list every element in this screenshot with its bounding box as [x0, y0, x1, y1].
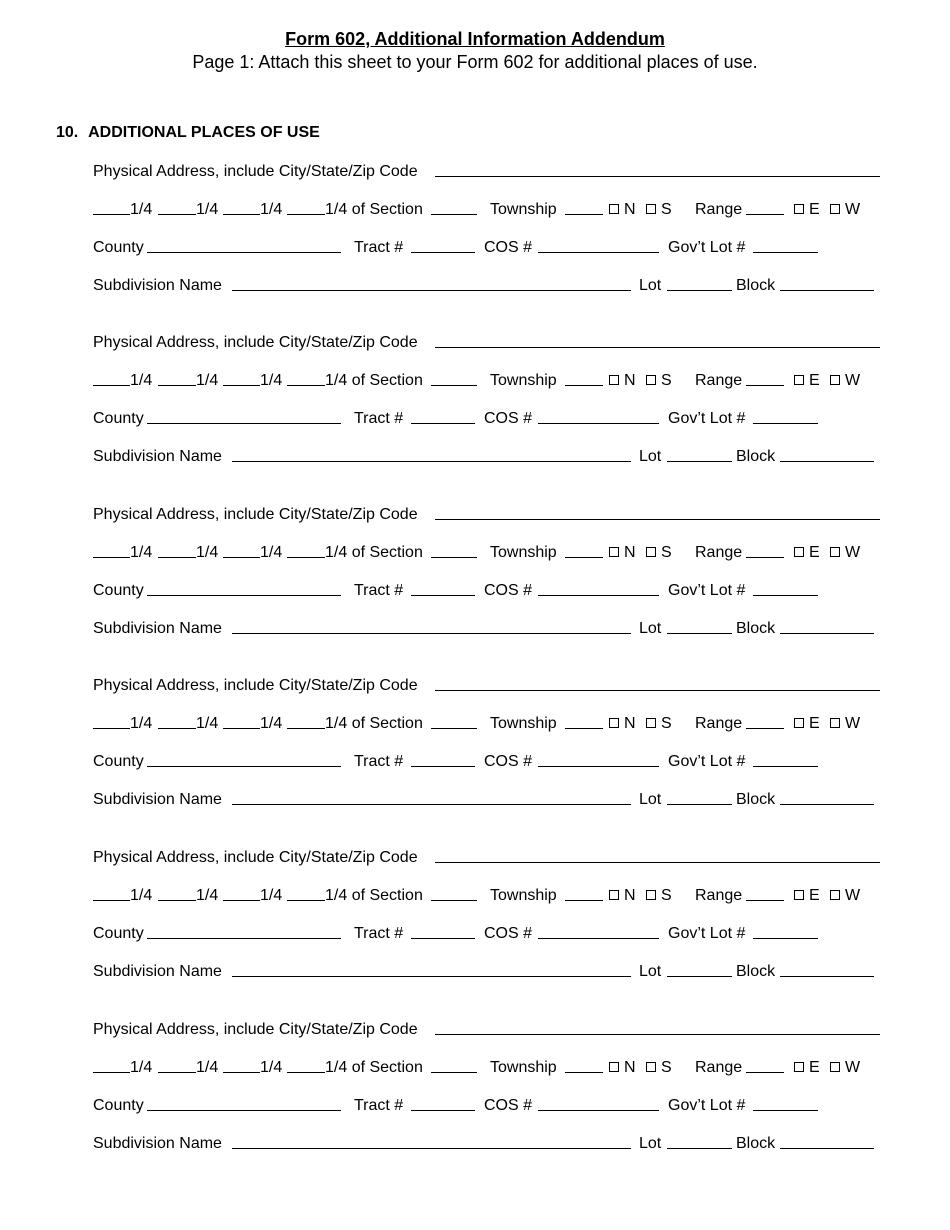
quarter-of-section-label: 1/4 of Section [325, 715, 423, 732]
lot-field[interactable] [667, 276, 732, 291]
east-label: E [809, 544, 820, 561]
block-field[interactable] [780, 1134, 874, 1149]
quarter-4-field[interactable] [287, 714, 325, 729]
quarter-2-field[interactable] [158, 886, 196, 901]
tract-label: Tract # [354, 925, 404, 942]
township-field[interactable] [565, 543, 603, 558]
west-checkbox[interactable] [830, 204, 840, 214]
north-label: N [624, 372, 636, 389]
lot-field[interactable] [667, 619, 732, 634]
block-label: Block [736, 1135, 776, 1152]
county-field[interactable] [147, 924, 341, 939]
east-label: E [809, 1059, 820, 1076]
east-checkbox[interactable] [794, 890, 804, 900]
govt-lot-label: Gov’t Lot # [668, 925, 746, 942]
county-field[interactable] [147, 581, 341, 596]
physical-address-label: Physical Address, include City/State/Zip Code [93, 334, 418, 351]
quarter-4-field[interactable] [287, 200, 325, 215]
east-option[interactable] [794, 371, 820, 391]
east-option[interactable] [794, 714, 820, 734]
quarter-1-label: 1/4 [130, 372, 153, 389]
subdivision-name-label: Subdivision Name [93, 448, 222, 465]
physical-address-field[interactable] [435, 162, 880, 177]
north-checkbox[interactable] [609, 547, 619, 557]
east-checkbox[interactable] [794, 1062, 804, 1072]
lot-label: Lot [639, 448, 662, 465]
south-checkbox[interactable] [646, 204, 656, 214]
quarter-2-field[interactable] [158, 714, 196, 729]
south-option[interactable] [646, 543, 672, 563]
tract-label: Tract # [354, 753, 404, 770]
cos-label: COS # [484, 925, 533, 942]
govt-lot-field[interactable] [753, 581, 818, 596]
quarter-4-field[interactable] [287, 371, 325, 386]
west-checkbox[interactable] [830, 890, 840, 900]
govt-lot-field[interactable] [753, 924, 818, 939]
south-label: S [661, 372, 672, 389]
cos-field[interactable] [538, 752, 659, 767]
quarter-3-label: 1/4 [260, 201, 283, 218]
place-of-use-entry [93, 505, 893, 635]
west-checkbox[interactable] [830, 1062, 840, 1072]
south-option[interactable] [646, 714, 672, 734]
govt-lot-field[interactable] [753, 752, 818, 767]
quarter-3-label: 1/4 [260, 715, 283, 732]
quarter-2-label: 1/4 [196, 887, 219, 904]
south-checkbox[interactable] [646, 547, 656, 557]
west-label: W [845, 201, 861, 218]
section-field[interactable] [431, 886, 477, 901]
cos-label: COS # [484, 1097, 533, 1114]
subdivision-name-label: Subdivision Name [93, 277, 222, 294]
south-checkbox[interactable] [646, 1062, 656, 1072]
tract-label: Tract # [354, 1097, 404, 1114]
quarter-4-field[interactable] [287, 543, 325, 558]
quarter-1-field[interactable] [93, 371, 130, 386]
range-label: Range [695, 544, 743, 561]
range-label: Range [695, 715, 743, 732]
north-checkbox[interactable] [609, 890, 619, 900]
range-label: Range [695, 201, 743, 218]
north-option[interactable] [609, 886, 636, 906]
range-label: Range [695, 887, 743, 904]
subdivision-name-field[interactable] [232, 619, 631, 634]
south-option[interactable] [646, 1058, 672, 1078]
physical-address-field[interactable] [435, 333, 880, 348]
quarter-of-section-label: 1/4 of Section [325, 544, 423, 561]
govt-lot-label: Gov’t Lot # [668, 410, 746, 427]
west-label: W [845, 887, 861, 904]
west-option[interactable] [830, 714, 860, 734]
township-field[interactable] [565, 200, 603, 215]
cos-field[interactable] [538, 924, 659, 939]
quarter-1-field[interactable] [93, 714, 130, 729]
south-label: S [661, 544, 672, 561]
quarter-2-field[interactable] [158, 543, 196, 558]
quarter-1-label: 1/4 [130, 715, 153, 732]
subdivision-name-label: Subdivision Name [93, 1135, 222, 1152]
cos-field[interactable] [538, 1096, 659, 1111]
east-option[interactable] [794, 886, 820, 906]
quarter-3-field[interactable] [223, 886, 260, 901]
north-checkbox[interactable] [609, 718, 619, 728]
subdivision-name-field[interactable] [232, 1134, 631, 1149]
physical-address-field[interactable] [435, 505, 880, 520]
quarter-of-section-label: 1/4 of Section [325, 887, 423, 904]
county-field[interactable] [147, 409, 341, 424]
township-field[interactable] [565, 371, 603, 386]
west-checkbox[interactable] [830, 375, 840, 385]
township-label: Township [490, 715, 557, 732]
county-label: County [93, 239, 144, 256]
quarter-4-field[interactable] [287, 886, 325, 901]
form-title: Form 602, Additional Information Addendum [285, 29, 665, 49]
tract-field[interactable] [411, 581, 475, 596]
section-field[interactable] [431, 371, 477, 386]
tract-field[interactable] [411, 238, 475, 253]
south-label: S [661, 201, 672, 218]
lot-field[interactable] [667, 447, 732, 462]
physical-address-field[interactable] [435, 676, 880, 691]
govt-lot-label: Gov’t Lot # [668, 239, 746, 256]
quarter-of-section-label: 1/4 of Section [325, 201, 423, 218]
east-checkbox[interactable] [794, 547, 804, 557]
range-field[interactable] [746, 714, 784, 729]
county-label: County [93, 1097, 144, 1114]
section-heading [56, 124, 320, 142]
west-checkbox[interactable] [830, 718, 840, 728]
north-checkbox[interactable] [609, 1062, 619, 1072]
quarter-of-section-label: 1/4 of Section [325, 1059, 423, 1076]
south-label: S [661, 887, 672, 904]
form-subtitle: Page 1: Attach this sheet to your Form 602 for additional places of use. [192, 52, 758, 72]
tract-label: Tract # [354, 582, 404, 599]
south-label: S [661, 1059, 672, 1076]
block-field[interactable] [780, 619, 874, 634]
govt-lot-field[interactable] [753, 238, 818, 253]
quarter-2-label: 1/4 [196, 372, 219, 389]
quarter-3-field[interactable] [223, 371, 260, 386]
north-option[interactable] [609, 200, 636, 220]
lot-label: Lot [639, 1135, 662, 1152]
west-label: W [845, 1059, 861, 1076]
south-option[interactable] [646, 371, 672, 391]
subdivision-name-label: Subdivision Name [93, 620, 222, 637]
quarter-1-label: 1/4 [130, 201, 153, 218]
cos-label: COS # [484, 582, 533, 599]
block-label: Block [736, 277, 776, 294]
quarter-2-field[interactable] [158, 1058, 196, 1073]
physical-address-field[interactable] [435, 848, 880, 863]
cos-label: COS # [484, 753, 533, 770]
township-label: Township [490, 201, 557, 218]
quarter-1-field[interactable] [93, 1058, 130, 1073]
quarter-3-field[interactable] [223, 714, 260, 729]
west-option[interactable] [830, 543, 860, 563]
subdivision-name-label: Subdivision Name [93, 791, 222, 808]
township-field[interactable] [565, 886, 603, 901]
quarter-2-field[interactable] [158, 371, 196, 386]
quarter-2-label: 1/4 [196, 544, 219, 561]
tract-field[interactable] [411, 924, 475, 939]
quarter-3-label: 1/4 [260, 544, 283, 561]
govt-lot-label: Gov’t Lot # [668, 582, 746, 599]
west-option[interactable] [830, 886, 860, 906]
cos-field[interactable] [538, 409, 659, 424]
south-checkbox[interactable] [646, 890, 656, 900]
section-field[interactable] [431, 200, 477, 215]
tract-field[interactable] [411, 1096, 475, 1111]
quarter-1-field[interactable] [93, 886, 130, 901]
quarter-1-label: 1/4 [130, 1059, 153, 1076]
section-title: ADDITIONAL PLACES OF USE [88, 124, 320, 141]
range-label: Range [695, 1059, 743, 1076]
quarter-3-field[interactable] [223, 543, 260, 558]
block-label: Block [736, 963, 776, 980]
range-field[interactable] [746, 200, 784, 215]
subdivision-name-field[interactable] [232, 790, 631, 805]
north-checkbox[interactable] [609, 204, 619, 214]
quarter-3-field[interactable] [223, 200, 260, 215]
place-of-use-entry [93, 676, 893, 806]
section-field[interactable] [431, 543, 477, 558]
quarter-2-label: 1/4 [196, 1059, 219, 1076]
govt-lot-label: Gov’t Lot # [668, 1097, 746, 1114]
subdivision-name-field[interactable] [232, 962, 631, 977]
township-label: Township [490, 1059, 557, 1076]
east-option[interactable] [794, 543, 820, 563]
south-option[interactable] [646, 200, 672, 220]
county-label: County [93, 582, 144, 599]
county-label: County [93, 925, 144, 942]
north-label: N [624, 201, 636, 218]
place-of-use-entry [93, 162, 893, 292]
north-option[interactable] [609, 543, 636, 563]
tract-field[interactable] [411, 409, 475, 424]
physical-address-field[interactable] [435, 1020, 880, 1035]
township-label: Township [490, 887, 557, 904]
tract-label: Tract # [354, 239, 404, 256]
north-checkbox[interactable] [609, 375, 619, 385]
physical-address-label: Physical Address, include City/State/Zip Code [93, 677, 418, 694]
county-label: County [93, 410, 144, 427]
block-label: Block [736, 448, 776, 465]
physical-address-label: Physical Address, include City/State/Zip Code [93, 163, 418, 180]
west-option[interactable] [830, 200, 860, 220]
tract-field[interactable] [411, 752, 475, 767]
place-of-use-entry [93, 333, 893, 463]
physical-address-label: Physical Address, include City/State/Zip Code [93, 506, 418, 523]
subdivision-name-field[interactable] [232, 276, 631, 291]
quarter-2-label: 1/4 [196, 715, 219, 732]
east-label: E [809, 201, 820, 218]
physical-address-label: Physical Address, include City/State/Zip Code [93, 849, 418, 866]
block-field[interactable] [780, 447, 874, 462]
east-checkbox[interactable] [794, 718, 804, 728]
north-option[interactable] [609, 714, 636, 734]
county-field[interactable] [147, 752, 341, 767]
physical-address-label: Physical Address, include City/State/Zip Code [93, 1021, 418, 1038]
quarter-3-label: 1/4 [260, 372, 283, 389]
east-option[interactable] [794, 1058, 820, 1078]
north-option[interactable] [609, 371, 636, 391]
south-checkbox[interactable] [646, 718, 656, 728]
township-field[interactable] [565, 714, 603, 729]
west-option[interactable] [830, 371, 860, 391]
quarter-1-field[interactable] [93, 200, 130, 215]
range-field[interactable] [746, 371, 784, 386]
section-field[interactable] [431, 714, 477, 729]
section-field[interactable] [431, 1058, 477, 1073]
west-label: W [845, 715, 861, 732]
east-checkbox[interactable] [794, 375, 804, 385]
cos-field[interactable] [538, 238, 659, 253]
subdivision-name-field[interactable] [232, 447, 631, 462]
north-label: N [624, 1059, 636, 1076]
quarter-1-label: 1/4 [130, 544, 153, 561]
lot-field[interactable] [667, 790, 732, 805]
west-label: W [845, 372, 861, 389]
subdivision-name-label: Subdivision Name [93, 963, 222, 980]
east-label: E [809, 887, 820, 904]
place-of-use-entry [93, 848, 893, 978]
quarter-4-field[interactable] [287, 1058, 325, 1073]
quarter-3-field[interactable] [223, 1058, 260, 1073]
south-option[interactable] [646, 886, 672, 906]
east-label: E [809, 372, 820, 389]
quarter-2-field[interactable] [158, 200, 196, 215]
cos-label: COS # [484, 410, 533, 427]
cos-field[interactable] [538, 581, 659, 596]
lot-field[interactable] [667, 1134, 732, 1149]
quarter-1-field[interactable] [93, 543, 130, 558]
range-field[interactable] [746, 543, 784, 558]
north-label: N [624, 715, 636, 732]
east-checkbox[interactable] [794, 204, 804, 214]
lot-label: Lot [639, 620, 662, 637]
quarter-3-label: 1/4 [260, 1059, 283, 1076]
range-field[interactable] [746, 1058, 784, 1073]
west-checkbox[interactable] [830, 547, 840, 557]
block-label: Block [736, 620, 776, 637]
cos-label: COS # [484, 239, 533, 256]
place-of-use-entry [93, 1020, 893, 1150]
block-field[interactable] [780, 276, 874, 291]
govt-lot-field[interactable] [753, 1096, 818, 1111]
tract-label: Tract # [354, 410, 404, 427]
block-field[interactable] [780, 962, 874, 977]
quarter-2-label: 1/4 [196, 201, 219, 218]
east-label: E [809, 715, 820, 732]
west-label: W [845, 544, 861, 561]
lot-label: Lot [639, 963, 662, 980]
section-number: 10. [56, 124, 79, 141]
quarter-1-label: 1/4 [130, 887, 153, 904]
north-option[interactable] [609, 1058, 636, 1078]
quarter-of-section-label: 1/4 of Section [325, 372, 423, 389]
east-option[interactable] [794, 200, 820, 220]
govt-lot-field[interactable] [753, 409, 818, 424]
north-label: N [624, 544, 636, 561]
county-label: County [93, 753, 144, 770]
county-field[interactable] [147, 1096, 341, 1111]
township-field[interactable] [565, 1058, 603, 1073]
govt-lot-label: Gov’t Lot # [668, 753, 746, 770]
range-field[interactable] [746, 886, 784, 901]
range-label: Range [695, 372, 743, 389]
north-label: N [624, 887, 636, 904]
lot-label: Lot [639, 791, 662, 808]
lot-field[interactable] [667, 962, 732, 977]
county-field[interactable] [147, 238, 341, 253]
south-checkbox[interactable] [646, 375, 656, 385]
lot-label: Lot [639, 277, 662, 294]
township-label: Township [490, 372, 557, 389]
block-field[interactable] [780, 790, 874, 805]
quarter-3-label: 1/4 [260, 887, 283, 904]
south-label: S [661, 715, 672, 732]
west-option[interactable] [830, 1058, 860, 1078]
block-label: Block [736, 791, 776, 808]
township-label: Township [490, 544, 557, 561]
